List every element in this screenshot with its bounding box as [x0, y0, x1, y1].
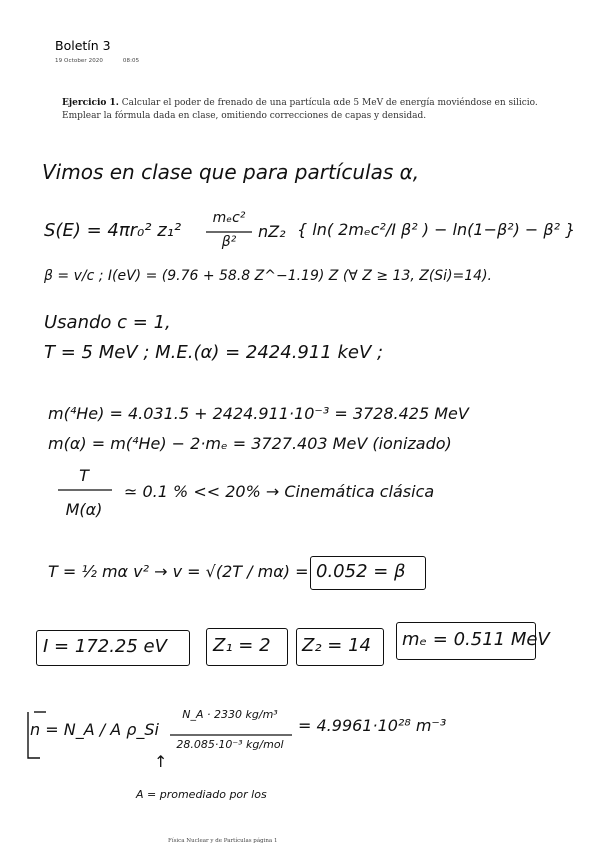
- page-title: Boletín 3: [55, 38, 111, 53]
- n-bracket-mark: [28, 712, 40, 758]
- exercise-line-1: Ejercicio 1. Calcular el poder de frenado de una partícula αde 5 MeV de energía moviéndose en silicio.: [62, 98, 538, 108]
- hw-se-bracket: { ln( 2mₑc²/I β² ) − ln(1−β²) − β² }: [297, 220, 576, 239]
- hw-arrow: ↑: [154, 752, 168, 771]
- hw-beta-val: 0.052 = β: [316, 561, 406, 582]
- hw-n-val: = 4.9961·10²⁸ m⁻³: [298, 716, 447, 735]
- hw-t-line: T = 5 MeV ; M.E.(α) = 2424.911 keV ;: [44, 342, 384, 363]
- hw-m-he: m(⁴He) = 4.031.5 + 2424.911·10⁻³ = 3728.425 MeV: [48, 404, 469, 423]
- exercise-label: Ejercicio 1.: [62, 98, 119, 108]
- hw-m-alpha: m(α) = m(⁴He) − 2·mₑ = 3727.403 MeV (ionizado): [48, 434, 452, 453]
- hw-beta-def: β = v/c ; I(eV) = (9.76 + 58.8 Z^−1.19) Z (∀ Z ≥ 13, Z(Si)=14).: [44, 268, 492, 284]
- hw-intro: Vimos en clase que para partículas α,: [42, 160, 420, 184]
- hw-box-z1: Z₁ = 2: [213, 635, 271, 656]
- hw-n-lhs: n = N_A / A ρ_Si: [30, 720, 159, 739]
- hw-n-den: 28.085·10⁻³ kg/mol: [176, 738, 284, 751]
- page-time: 08:05: [122, 58, 140, 64]
- hw-a-note: A = promediado por los: [136, 788, 267, 801]
- page-footer: Física Nuclear y de Partículas página 1: [168, 838, 278, 844]
- hw-box-z2: Z₂ = 14: [302, 635, 371, 656]
- hw-se-nz: nZ₂: [258, 222, 286, 241]
- page-date: 19 October 2020: [55, 58, 104, 64]
- hw-ratio-rest: ≃ 0.1 % << 20% → Cinemática clásica: [124, 482, 435, 501]
- hw-using: Usando c = 1,: [44, 312, 171, 333]
- hw-ratio-num: T: [79, 466, 89, 485]
- hw-se-frac-num: mₑc²: [212, 210, 246, 226]
- hw-box-me: mₑ = 0.511 MeV: [402, 629, 550, 650]
- hw-kinematics: T = ½ mα v² → v = √(2T / mα) =: [48, 562, 309, 581]
- hw-se-lhs: S(E) = 4πr₀² z₁²: [44, 220, 182, 241]
- hw-ratio-den: M(α): [65, 500, 103, 519]
- exercise-line-2: Emplear la fórmula dada en clase, omitiendo correcciones de capas y densidad.: [62, 110, 427, 121]
- hw-se-frac-den: β²: [221, 234, 237, 250]
- hw-box-i: I = 172.25 eV: [43, 636, 167, 657]
- hw-n-num: N_A · 2330 kg/m³: [182, 708, 278, 721]
